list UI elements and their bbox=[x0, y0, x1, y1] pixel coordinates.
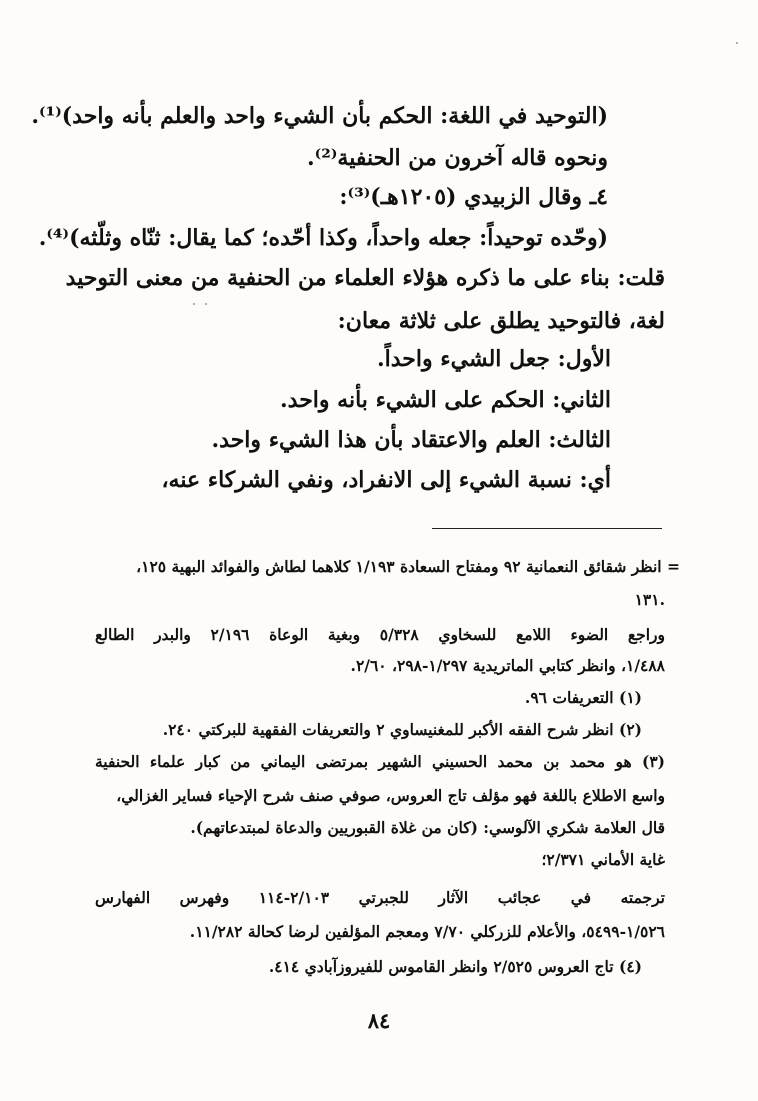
meaning-3-label: الثالث: bbox=[548, 427, 611, 453]
footnote-3-line-1: (٣) هو محمد بن محمد الحسيني الشهير بمرتضى اليماني من كبار علماء الحنفية bbox=[95, 752, 665, 771]
scan-speck bbox=[205, 303, 207, 305]
scan-speck bbox=[736, 42, 738, 44]
main-line-5: قلت: بناء على ما ذكره هؤلاء العلماء من الحنفية من معنى التوحيد bbox=[65, 265, 665, 291]
main-line-4: (وحّده توحيداً: جعله واحداً، وكذا أحّده؛ كما يقال: ثنّاه وثلّثه)⁽⁴⁾. bbox=[38, 225, 608, 251]
main-line-6: لغة، فالتوحيد يطلق على ثلاثة معان: bbox=[337, 308, 665, 334]
meaning-1-label: الأول: bbox=[557, 346, 611, 372]
footnote-3-line-4: غاية الأماني ٢/٣٧١؛ bbox=[541, 850, 665, 869]
meaning-3 bbox=[212, 427, 612, 453]
meaning-1 bbox=[377, 346, 611, 372]
page-number: ٨٤ bbox=[367, 1008, 391, 1033]
footnote-3-line-6: ١/٥٢٦-٥٤٩٩، والأعلام للزركلي ٧/٧٠ ومعجم المؤلفين لرضا كحالة ١١/٢٨٢. bbox=[189, 922, 665, 941]
footnote-line-1: = انظر شقائق النعمانية ٩٢ ومفتاح السعادة ١/١٩٣ كلاهما لطاش والفوائد البهية ١٢٥، bbox=[136, 557, 680, 576]
meaning-2 bbox=[280, 387, 611, 413]
meaning-2-text: الحكم على الشيء بأنه واحد. bbox=[279, 387, 553, 413]
footnote-2: (٢) انظر شرح الفقه الأكبر للمغنيساوي ٢ والتعريفات الفقهية للبركتي ٢٤٠. bbox=[162, 720, 642, 739]
footnote-line-2: ١٣١. bbox=[634, 590, 665, 609]
meaning-3-text: العلم والاعتقاد بأن هذا الشيء واحد. bbox=[211, 427, 549, 453]
meaning-1-text: جعل الشيء واحداً. bbox=[376, 346, 558, 372]
meaning-2-label: الثاني: bbox=[552, 387, 611, 413]
main-line-3: ٤ـ وقال الزبيدي (١٢٠٥هـ)⁽³⁾: bbox=[339, 184, 608, 210]
footnote-line-3: وراجع الضوء اللامع للسخاوي ٥/٣٢٨ وبغية الوعاة ٢/١٩٦ والبدر الطالع bbox=[95, 625, 665, 644]
footnote-4: (٤) تاج العروس ٢/٥٢٥ وانظر القاموس للفيروزآبادي ٤١٤. bbox=[268, 957, 642, 976]
footnote-line-4: ١/٤٨٨، وانظر كتابي الماتريدية ١/٢٩٧-٢٩٨، ٢/٦٠. bbox=[350, 656, 665, 675]
scan-speck bbox=[193, 303, 195, 305]
footnote-1: (١) التعريفات ٩٦. bbox=[524, 688, 642, 707]
footnote-3-line-2: واسع الاطلاع باللغة فهو مؤلف تاج العروس، صوفي صنف شرح الإحياء فساير الغزالي، bbox=[116, 786, 665, 805]
footnote-3-line-5: ترجمته في عجائب الآثار للجبرتي ٢/١٠٣-١١٤ وفهرس الفهارس bbox=[95, 888, 665, 907]
main-line-2: ونحوه قاله آخرون من الحنفية⁽²⁾. bbox=[307, 145, 608, 171]
footnote-separator bbox=[432, 528, 662, 529]
conclusion-line: أي: نسبة الشيء إلى الانفراد، ونفي الشركاء عنه، bbox=[161, 467, 611, 493]
footnote-3-line-3: قال العلامة شكري الآلوسي: (كان من غلاة القبوريين والدعاة لمبتدعاتهم). bbox=[190, 818, 665, 837]
main-line-1: (التوحيد في اللغة: الحكم بأن الشيء واحد والعلم بأنه واحد)⁽¹⁾. bbox=[31, 103, 608, 129]
